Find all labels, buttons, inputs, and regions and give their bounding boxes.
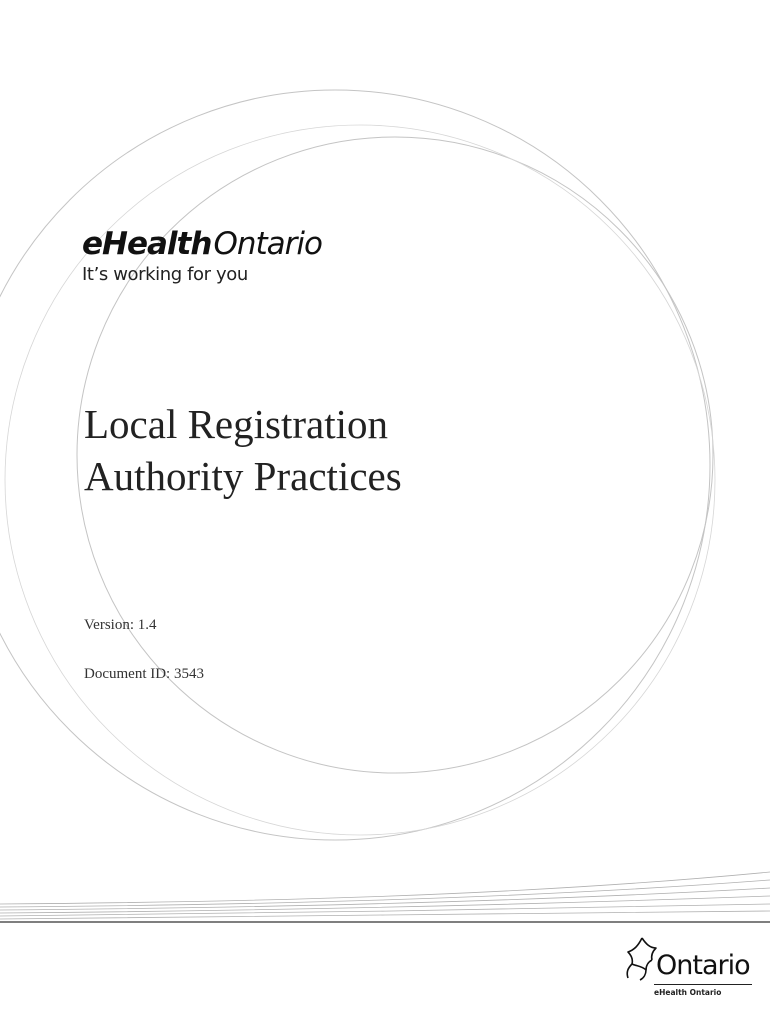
document-title-line-1: Local Registration bbox=[84, 401, 388, 447]
document-title bbox=[84, 398, 402, 502]
brand-name bbox=[82, 226, 322, 262]
brand-name-bold: eHealth bbox=[82, 226, 212, 262]
ontario-logo bbox=[620, 934, 752, 1004]
footer-swoosh-lines bbox=[0, 872, 770, 919]
ehealth-ontario-brand bbox=[82, 226, 322, 286]
brand-name-regular: Ontario bbox=[213, 226, 322, 262]
ontario-wordmark: Ontario bbox=[656, 950, 750, 981]
brand-tagline: It’s working for you bbox=[82, 264, 248, 285]
document-version: Version: 1.4 bbox=[84, 617, 157, 633]
document-title-line-2: Authority Practices bbox=[84, 453, 402, 499]
ontario-logo-subtext: eHealth Ontario bbox=[654, 988, 722, 997]
document-id: Document ID: 3543 bbox=[84, 666, 204, 682]
logo-underline bbox=[654, 984, 752, 985]
